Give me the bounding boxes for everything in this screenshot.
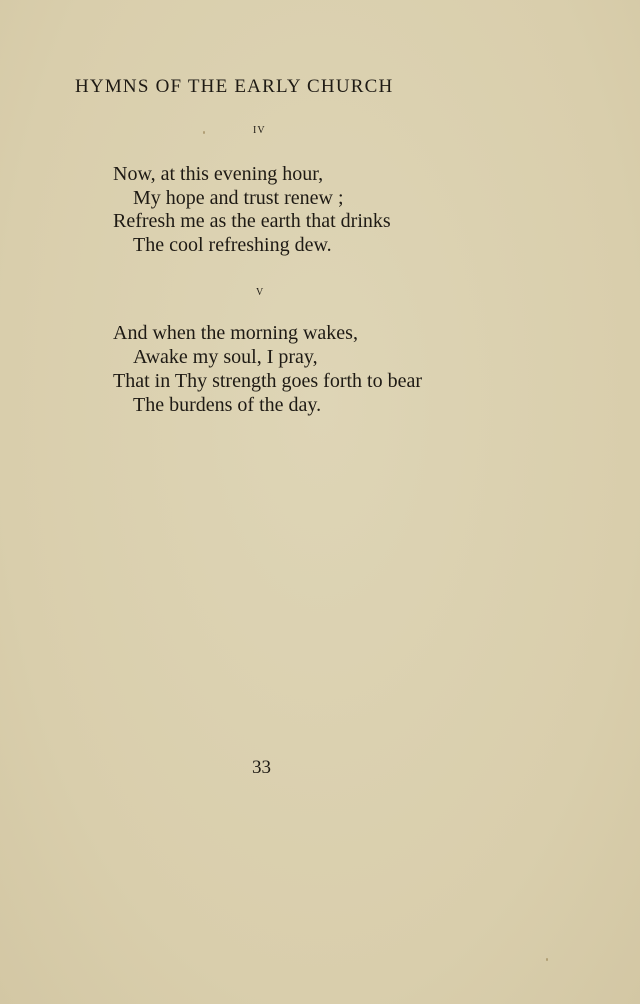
verse-line: Refresh me as the earth that drinks	[113, 210, 391, 232]
paper-speck	[546, 958, 548, 961]
verse-line: Now, at this evening hour,	[113, 163, 324, 185]
verse-line: The burdens of the day.	[133, 394, 322, 416]
verse-line: That in Thy strength goes forth to bear	[113, 370, 423, 392]
verse-line: My hope and trust renew ;	[133, 187, 344, 209]
paper-speck	[203, 131, 205, 134]
verse-line: And when the morning wakes,	[113, 322, 358, 344]
running-head: HYMNS OF THE EARLY CHURCH	[75, 76, 394, 97]
stanza-number-v: v	[256, 284, 265, 299]
page-number: 33	[252, 757, 271, 778]
stanza-number-iv: iv	[253, 122, 266, 137]
verse-line: Awake my soul, I pray,	[133, 346, 318, 368]
verse-line: The cool refreshing dew.	[133, 234, 332, 256]
